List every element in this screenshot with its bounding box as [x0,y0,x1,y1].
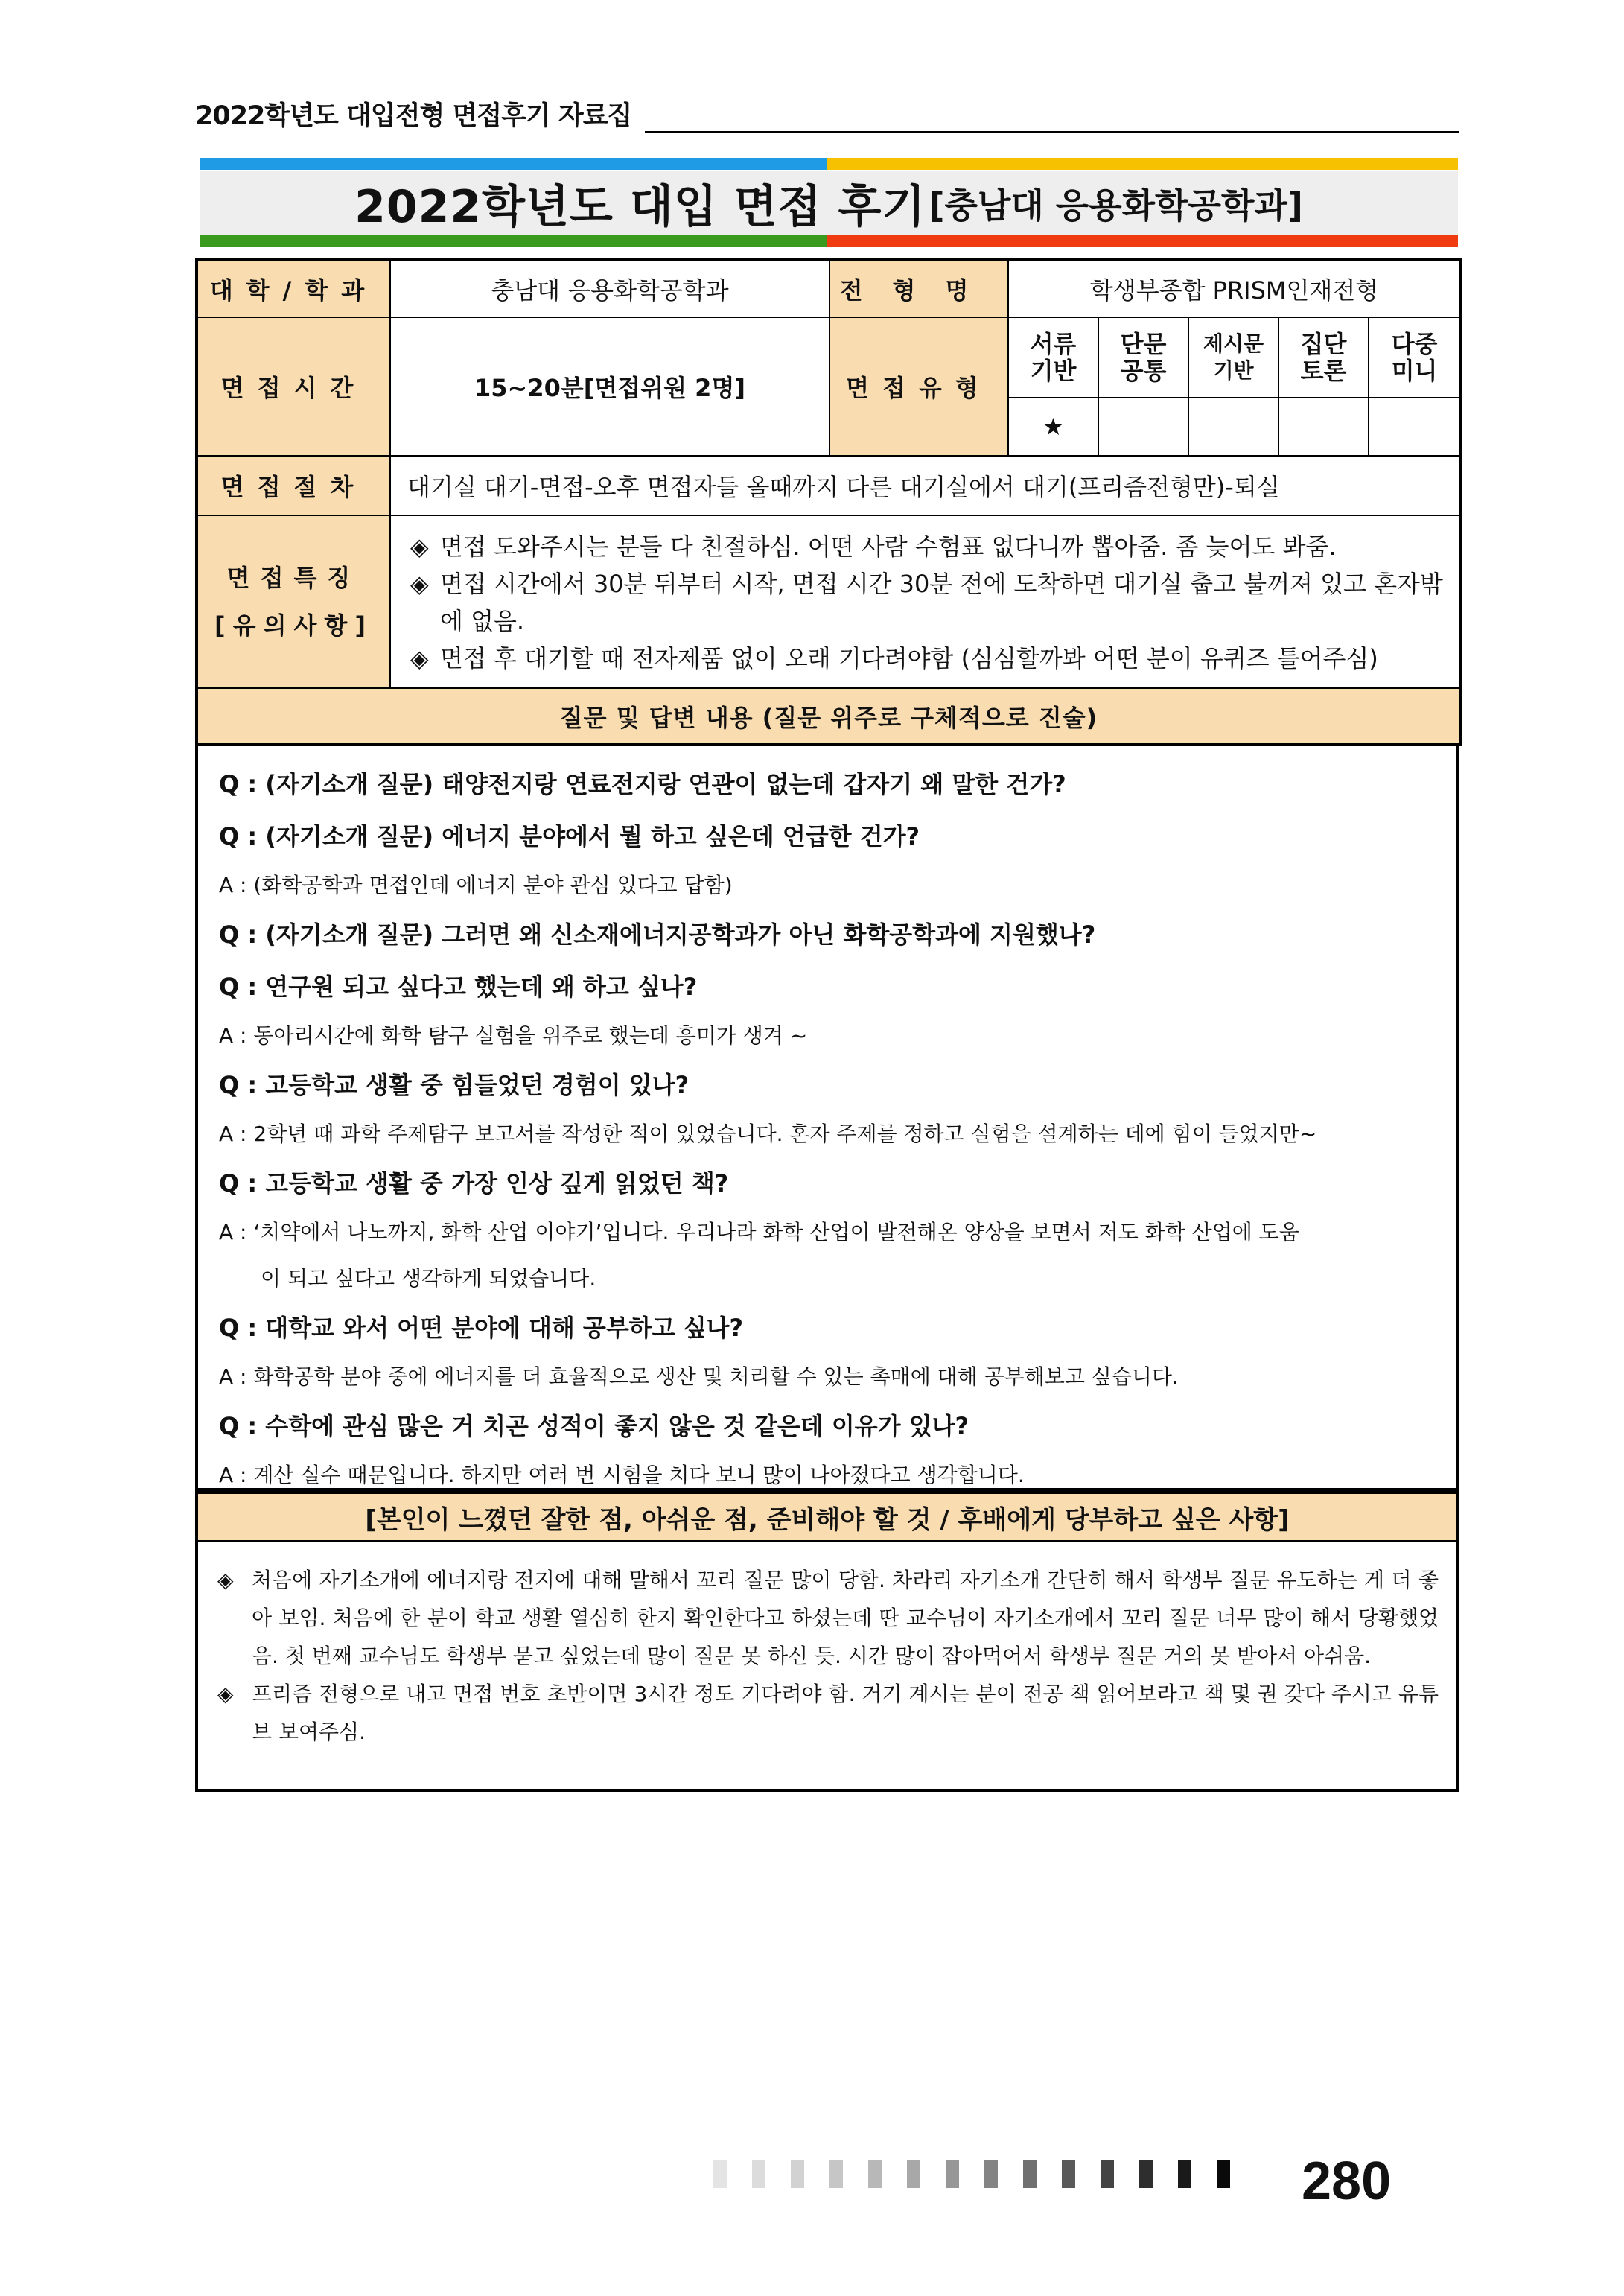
type-line1: 단문 [1120,330,1167,358]
features-list [390,515,1461,688]
footer-block [1101,2160,1114,2188]
type-header-short-answer [1098,317,1188,398]
footer-block [791,2160,804,2188]
type-mark-short-answer [1098,398,1188,456]
review-text: 처음에 자기소개에 에너지랑 전지에 대해 말해서 꼬리 질문 많이 당함. 차라리 자기소개 간단히 해서 학생부 질문 유도하는 게 더 좋아 보임. 처음에 한 분이 학교 생활 열심히 한지 확인한다고 하셨는데 딴 교수님이 자기소개에서 꼬리 질문 너무 많이 해서 당황했었음. 첫 번째 교수님도 학생부 묻고 싶었는데 많이 질문 못 하신 듯. 시간 많이 잡아먹어서 학생부 질문 거의 못 받아서 아쉬움. [252,1568,1439,1668]
answer-line: 이 되고 싶다고 생각하게 되었습니다. [261,1266,596,1291]
university-label: 대학/학과 [197,259,390,317]
top-bar-blue [200,158,827,170]
footer-block [1217,2160,1230,2188]
time-value: 15~20분[면접위원 2명] [390,317,829,456]
answer: A : 계산 실수 때문입니다. 하지만 여러 번 시험을 치다 보니 많이 나아졌다고 생각합니다. [219,1463,1025,1487]
footer-block [907,2160,920,2188]
footer-decoration [713,2160,1255,2188]
type-mark-document: ★ [1008,398,1098,456]
footer-block [1023,2160,1037,2188]
answer: A : 2학년 때 과학 주제탐구 보고서를 작성한 적이 있었습니다. 혼자 주제를 정하고 실험을 설계하는 데에 힘이 들었지만~ [219,1122,1317,1146]
type-header-document [1008,317,1098,398]
feature-item [410,528,1445,565]
review-section-header: [본인이 느꼈던 잘한 점, 아쉬운 점, 준비해야 할 것 / 후배에게 당부하고 싶은 사항] [195,1491,1459,1542]
type-line2: 기반 [1213,358,1254,383]
type-line2: 기반 [1030,357,1077,385]
type-line1: 집단 [1300,330,1347,358]
footer-block [1062,2160,1075,2188]
title-band [200,171,1458,235]
diamond-bullet-icon: ◈ [217,1568,234,1592]
feature-text: 면접 도와주시는 분들 다 친절하심. 어떤 사람 수험표 없다니까 뽑아줌. 좀 늦어도 봐줌. [440,532,1337,561]
type-header-group-discussion [1278,317,1369,398]
question: Q : 수학에 관심 많은 거 치곤 성적이 좋지 않은 것 같은데 이유가 있나? [219,1412,969,1440]
type-line2: 공통 [1120,357,1167,385]
footer-block [868,2160,882,2188]
diamond-bullet-icon: ◈ [410,570,429,598]
features-label [197,515,390,688]
type-line1: 서류 [1030,330,1077,358]
review-text: 프리즘 전형으로 내고 면접 번호 초반이면 3시간 정도 기다려야 함. 거기 계시는 분이 전공 책 읽어보라고 책 몇 권 갖다 주시고 유튜브 보여주심. [252,1682,1439,1744]
type-header-passage [1188,317,1278,398]
admission-label: 전형명 [829,259,1008,317]
question: Q : (자기소개 질문) 그러면 왜 신소재에너지공학과가 아닌 화학공학과에 지원했나? [219,920,1096,949]
feature-text: 면접 시간에서 30분 뒤부터 시작, 면접 시간 30분 전에 도착하면 대기실 춥고 불꺼져 있고 혼자밖에 없음. [440,570,1443,635]
question: Q : (자기소개 질문) 에너지 분야에서 뭘 하고 싶은데 언급한 건가? [219,822,920,850]
answer: A : 화학공학 분야 중에 에너지를 더 효율적으로 생산 및 처리할 수 있는 촉매에 대해 공부해보고 싶습니다. [219,1364,1179,1389]
admission-value: 학생부종합 PRISM인재전형 [1008,259,1461,317]
question: Q : 고등학교 생활 중 힘들었던 경험이 있나? [219,1071,690,1099]
question: Q : 고등학교 생활 중 가장 인상 깊게 읽었던 책? [219,1169,729,1198]
answer: A : 동아리시간에 화학 탐구 실험을 위주로 했는데 흥미가 생겨 ~ [219,1023,808,1048]
interview-type-label: 면접유형 [829,317,1008,456]
footer-block [752,2160,765,2188]
diamond-bullet-icon: ◈ [410,532,429,561]
running-header: 2022학년도 대입전형 면접후기 자료집 [195,101,632,131]
page-number: 280 [1302,2152,1392,2211]
bottom-bar-red [827,235,1458,247]
page-title: 2022학년도 대입 면접 후기 [354,181,926,233]
page-subtitle: [충남대 응용화학공학과] [929,185,1303,226]
review-item [217,1561,1439,1675]
footer-block [829,2160,843,2188]
feature-text: 면접 후 대기할 때 전자제품 없이 오래 기다려야함 (심심할까봐 어떤 분이 유퀴즈 틀어주심) [440,644,1378,672]
diamond-bullet-icon: ◈ [410,644,429,672]
type-mark-passage [1188,398,1278,456]
procedure-label: 면접절차 [197,456,390,515]
university-value: 충남대 응용화학공학과 [390,259,829,317]
footer-block [946,2160,959,2188]
features-label-line1: 면접특징 [226,564,361,592]
footer-block [1178,2160,1191,2188]
time-label: 면접시간 [197,317,390,456]
answer [219,1209,1437,1302]
type-mark-group-discussion [1278,398,1369,456]
question: Q : 대학교 와서 어떤 분야에 대해 공부하고 싶나? [219,1314,744,1342]
feature-item [410,565,1445,640]
type-line1: 제시문 [1203,331,1264,356]
interview-info-table [195,258,1462,746]
footer-block [713,2160,727,2188]
feature-item [410,640,1445,677]
diamond-bullet-icon: ◈ [217,1682,234,1706]
top-bar-yellow [827,158,1458,170]
type-line2: 미니 [1391,357,1438,385]
type-line2: 토론 [1300,357,1347,385]
type-line1: 다중 [1391,330,1438,358]
question: Q : 연구원 되고 싶다고 했는데 왜 하고 싶나? [219,973,698,1001]
footer-block [1139,2160,1153,2188]
review-list [195,1542,1459,1792]
bottom-bar-green [200,235,827,247]
qa-section-header: 질문 및 답변 내용 (질문 위주로 구체적으로 진술) [197,688,1461,745]
features-label-line2: [유의사항] [214,611,373,640]
review-item [217,1675,1439,1751]
question: Q : (자기소개 질문) 태양전지랑 연료전지랑 연관이 없는데 갑자기 왜 말한 건가? [219,770,1066,798]
procedure-value: 대기실 대기-면접-오후 면접자들 올때까지 다른 대기실에서 대기(프리즘전형만)-퇴실 [390,456,1461,515]
qa-list [195,745,1459,1491]
type-header-multi-mini [1369,317,1461,398]
header-rule [645,131,1459,133]
type-mark-multi-mini [1369,398,1461,456]
footer-block [984,2160,998,2188]
answer-line: A : ‘치약에서 나노까지, 화학 산업 이야기’입니다. 우리나라 화학 산업이 발전해온 양상을 보면서 저도 화학 산업에 도움 [219,1220,1299,1244]
answer: A : (화학공학과 면접인데 에너지 분야 관심 있다고 답함) [219,873,733,897]
